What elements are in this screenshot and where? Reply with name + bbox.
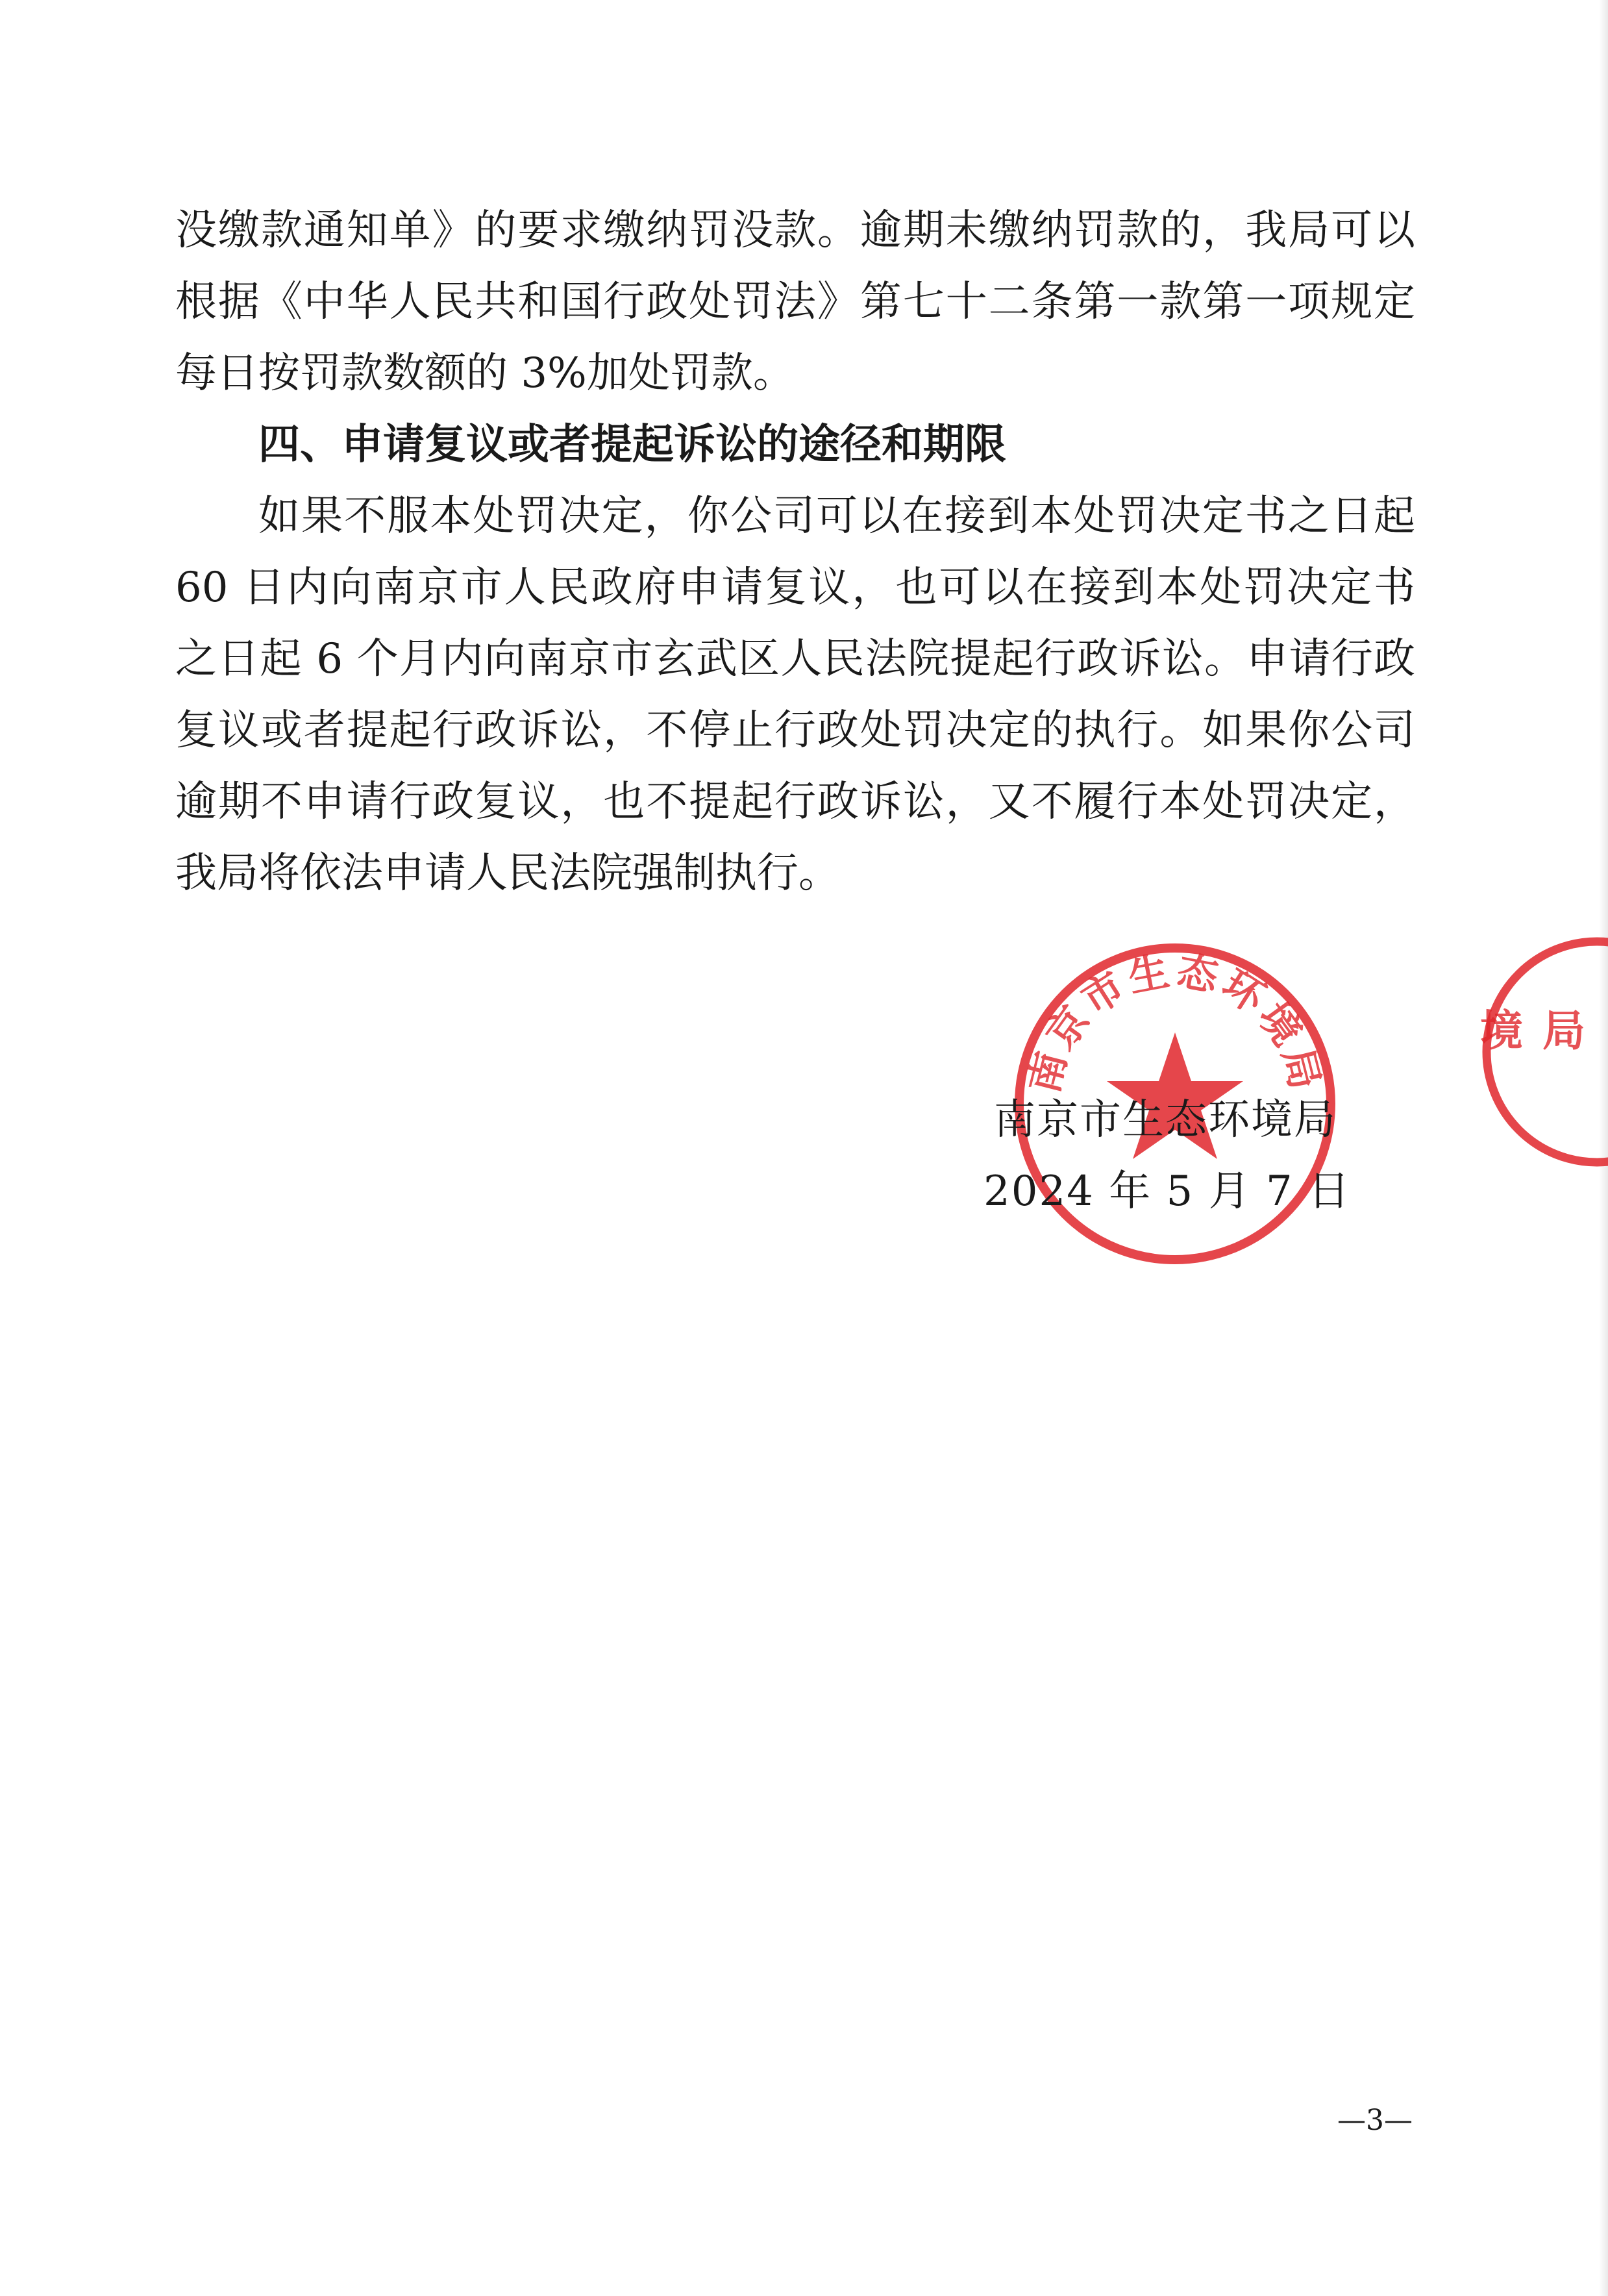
body-line: 根据《中华人民共和国行政处罚法》第七十二条第一款第一项规定 (175, 278, 1415, 326)
page-number: —3— (1337, 2104, 1413, 2137)
partial-seal (1454, 909, 1608, 1182)
partial-seal-text: 境局 (1480, 1006, 1605, 1056)
signing-organization: 南京市生态环境局 (994, 1096, 1337, 1144)
seal-text: 南京市生态环境局 (1019, 946, 1331, 1098)
body-line: 复议或者提起行政诉讼，不停止行政处罚决定的执行。如果你公司 (175, 706, 1415, 755)
body-line: 60 日内向南京市人民政府申请复议，也可以在接到本处罚决定书 (175, 564, 1415, 612)
body-line: 没缴款通知单》的要求缴纳罚没款。逾期未缴纳罚款的，我局可以 (175, 206, 1415, 255)
body-line: 我局将依法申请人民法院强制执行。 (175, 849, 840, 897)
body-line: 之日起 6 个月内向南京市玄武区人民法院提起行政诉讼。申请行政 (175, 635, 1415, 683)
body-line: 如果不服本处罚决定，你公司可以在接到本处罚决定书之日起 (258, 492, 1415, 540)
body-line: 逾期不申请行政复议，也不提起行政诉讼，又不履行本处罚决定， (175, 778, 1415, 826)
section-heading: 四、申请复议或者提起诉讼的途径和期限 (258, 421, 1006, 469)
body-line: 每日按罚款数额的 3%加处罚款。 (175, 349, 795, 397)
signing-date: 2024 年 5 月 7 日 (983, 1167, 1352, 1216)
signature-block (983, 1084, 1352, 1227)
document-body (175, 195, 1415, 909)
